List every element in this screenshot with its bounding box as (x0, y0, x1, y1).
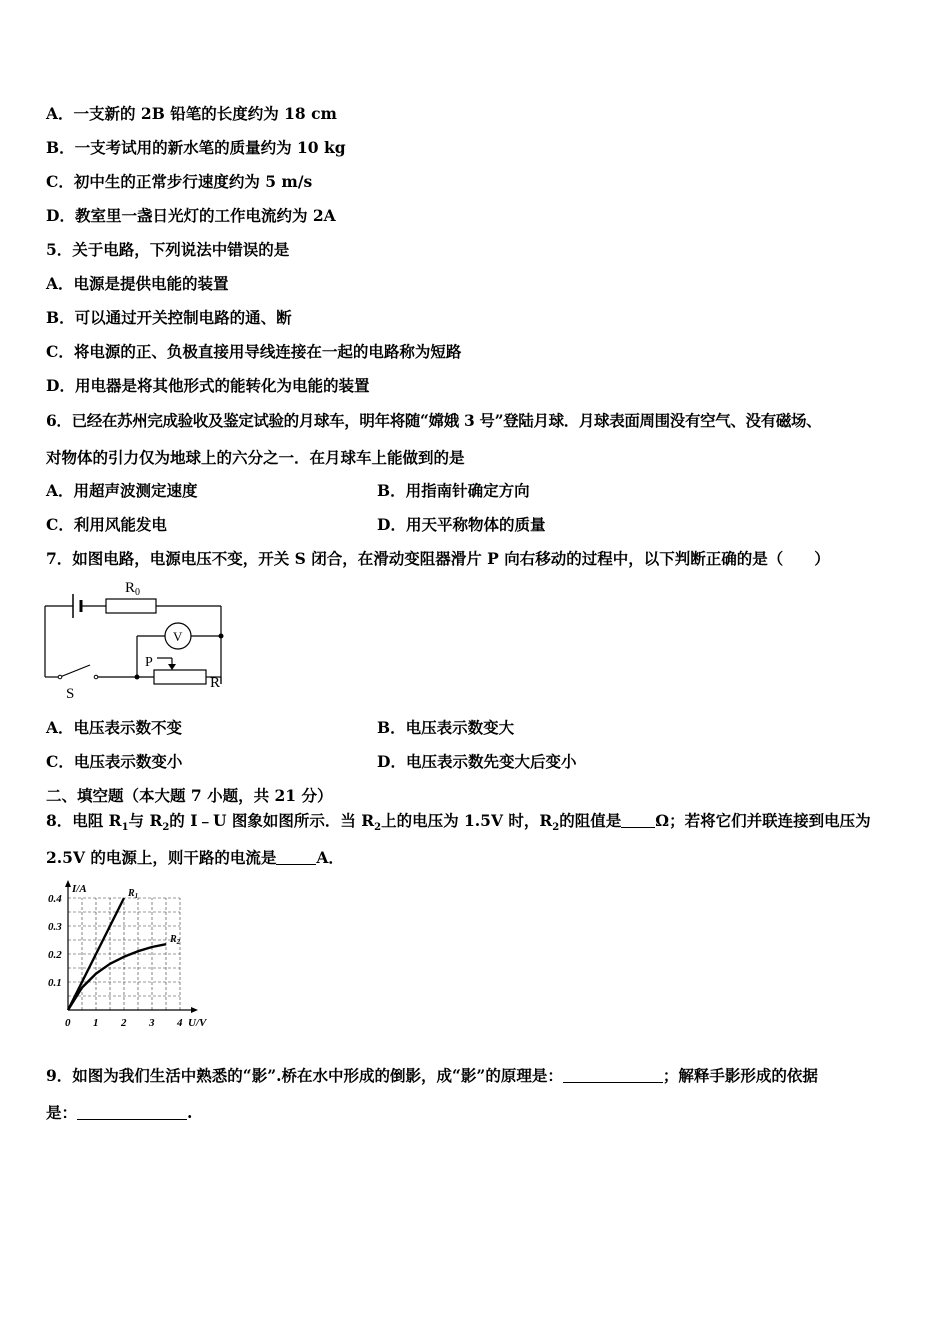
resistor-r0 (106, 599, 156, 613)
q7-option-d: D．电压表示数先变大后变小 (377, 752, 577, 771)
label-s: S (66, 686, 75, 702)
circuit-diagram (40, 574, 240, 704)
q7-option-c: C．电压表示数变小 (46, 752, 183, 771)
q6-stem-line1: 6．已经在苏州完成验收及鉴定试验的月球车，明年将随“嫦娥 3 号”登陆月球．月球表面周围没有空气、没有磁场、 (46, 411, 822, 430)
q9-blank-2[interactable] (77, 1105, 187, 1120)
q5-option-c: C．将电源的正、负极直接用导线连接在一起的电路称为短路 (46, 342, 462, 361)
q8-line2: 2.5V 的电源上，则干路的电流是 A． (46, 848, 344, 867)
q8-blank-1[interactable] (621, 813, 655, 828)
iu-chart (44, 872, 219, 1032)
q5-option-b: B．可以通过开关控制电路的通、断 (46, 308, 292, 327)
label-p: P (145, 655, 153, 670)
slider-arrow (168, 664, 176, 670)
x-tick-label: 2 (121, 1017, 127, 1029)
y-tick-label: 0.1 (48, 977, 62, 989)
q6-option-b: B．用指南针确定方向 (377, 481, 530, 500)
x-tick-label: 4 (177, 1017, 183, 1029)
q8-line1: 8．电阻 $R_1$与 $R_2$的 I﹣U 图象如图所示．当 $R_2$上的电压为 1.5V 时，$R_2$的阻值是 Ω；若将它们并联连接到电压为 (46, 811, 871, 834)
q4-option-b: B．一支考试用的新水笔的质量约为 10 kg (46, 138, 346, 157)
q5-stem: 5．关于电路，下列说法中错误的是 (46, 240, 290, 259)
q9-line1: 9．如图为我们生活中熟悉的“影”.桥在水中形成的倒影，成“影”的原理是： ；解释手影形成的依据 (46, 1066, 818, 1085)
q4-option-c: C．初中生的正常步行速度约为 5 m/s (46, 172, 313, 191)
y-tick-label: 0.2 (48, 949, 62, 961)
switch-blade (60, 665, 90, 677)
label-r: R (210, 675, 221, 691)
q7-option-b: B．电压表示数变大 (377, 718, 515, 737)
q4-option-a: A．一支新的 2B 铅笔的长度约为 18 cm (46, 104, 337, 123)
y-axis-arrow (65, 880, 71, 887)
x-axis-arrow (191, 1007, 198, 1013)
x-tick-label: 1 (93, 1017, 99, 1029)
y-tick-label: 0.4 (48, 893, 62, 905)
x-tick-label: 3 (149, 1017, 155, 1029)
q9-line2: 是： . (46, 1103, 193, 1122)
q4-option-d: D．教室里一盏日光灯的工作电流约为 2A (46, 206, 336, 225)
q9-blank-1[interactable] (563, 1068, 663, 1083)
q7-stem: 7．如图电路，电源电压不变，开关 S 闭合，在滑动变阻器滑片 P 向右移动的过程中，以下判断正确的是（ ） (46, 549, 830, 568)
q8-blank-2[interactable] (276, 850, 316, 865)
series-r1-label: $R_1$ (128, 888, 139, 900)
section-heading: 二、填空题（本大题 7 小题，共 21 分） (46, 786, 333, 805)
q5-option-d: D．用电器是将其他形式的能转化为电能的装置 (46, 376, 370, 395)
series-r2-label: $R_2$ (170, 934, 181, 947)
q5-option-a: A．电源是提供电能的装置 (46, 274, 229, 293)
label-r0: $R_0$ (125, 580, 141, 598)
q6-stem-line2: 对物体的引力仅为地球上的六分之一．在月球车上能做到的是 (46, 448, 465, 467)
q7-option-a: A．电压表示数不变 (46, 718, 183, 737)
y-tick-label: 0.3 (48, 921, 62, 933)
q6-option-d: D．用天平称物体的质量 (377, 515, 546, 534)
q6-option-a: A．用超声波测定速度 (46, 481, 198, 500)
y-axis-label: I/A (72, 883, 87, 895)
x-axis-label: U/V (188, 1017, 207, 1029)
q6-option-c: C．利用风能发电 (46, 515, 167, 534)
x-tick-label: 0 (65, 1017, 71, 1029)
rheostat-r (154, 670, 206, 684)
label-voltmeter: V (173, 629, 183, 644)
series-r2-line (68, 944, 166, 1010)
